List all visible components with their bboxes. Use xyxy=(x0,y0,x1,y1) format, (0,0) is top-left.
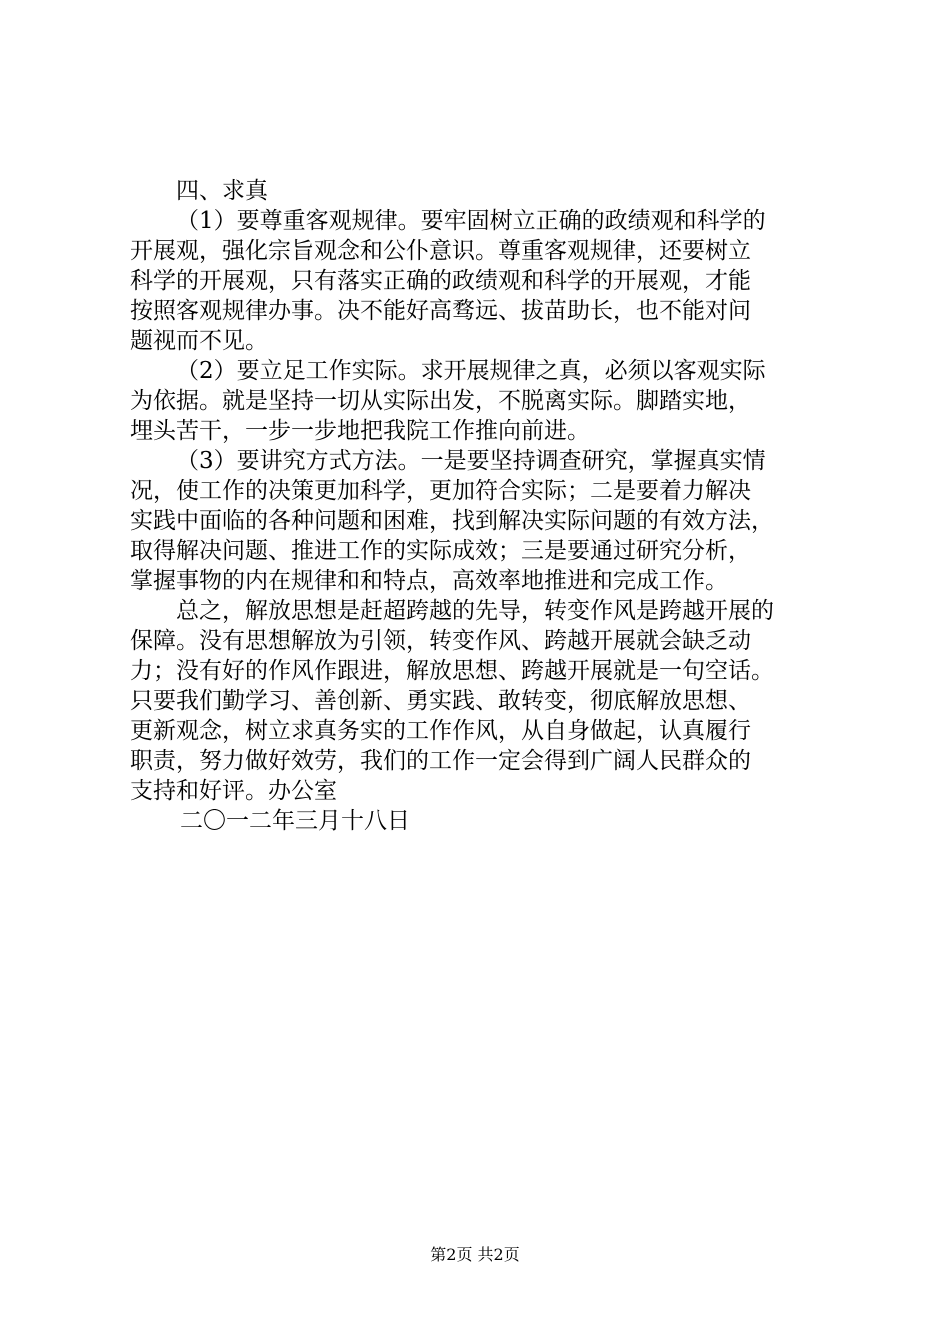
paragraph-line: 埋头苦干，一步一步地把我院工作推向前进。 xyxy=(130,418,590,444)
paragraph-3 xyxy=(130,446,850,596)
paragraph-line: （3）要讲究方式方法。一是要坚持调查研究，掌握真实情 xyxy=(176,448,766,474)
paragraph-line: 实践中面临的各种问题和困难，找到解决实际问题的有效方法， xyxy=(130,508,774,534)
paragraph-line: 更新观念，树立求真务实的工作作风，从自身做起，认真履行 xyxy=(130,718,751,744)
document-date: 二〇一二年三月十八日 xyxy=(180,808,410,834)
section-heading: 四、求真 xyxy=(176,178,268,204)
paragraph-line: 科学的开展观，只有落实正确的政绩观和科学的开展观，才能 xyxy=(130,268,751,294)
paragraph-line: 题视而不见。 xyxy=(130,328,268,354)
paragraph-line: 况，使工作的决策更加科学，更加符合实际；二是要着力解决 xyxy=(130,478,751,504)
paragraph-line: 开展观，强化宗旨观念和公仆意识。尊重客观规律，还要树立 xyxy=(130,238,751,264)
page-footer: 第2页 共2页 xyxy=(430,1245,520,1264)
paragraph-line: 取得解决问题、推进工作的实际成效；三是要通过研究分析， xyxy=(130,538,751,564)
paragraph-line: 支持和好评。办公室 xyxy=(130,778,337,804)
paragraph-line: （2）要立足工作实际。求开展规律之真，必须以客观实际 xyxy=(176,358,766,384)
paragraph-line: 只要我们勤学习、善创新、勇实践、敢转变，彻底解放思想、 xyxy=(130,688,751,714)
paragraph-4 xyxy=(130,596,850,806)
paragraph-line: 力；没有好的作风作跟进，解放思想、跨越开展就是一句空话。 xyxy=(130,658,774,684)
paragraph-line: 为依据。就是坚持一切从实际出发，不脱离实际。脚踏实地， xyxy=(130,388,751,414)
paragraph-line: 保障。没有思想解放为引领，转变作风、跨越开展就会缺乏动 xyxy=(130,628,751,654)
paragraph-line: 职责，努力做好效劳，我们的工作一定会得到广阔人民群众的 xyxy=(130,748,751,774)
paragraph-line: 掌握事物的内在规律和和特点，高效率地推进和完成工作。 xyxy=(130,568,728,594)
paragraph-1 xyxy=(130,206,850,356)
document-body xyxy=(130,176,850,836)
paragraph-2 xyxy=(130,356,850,446)
paragraph-line: 按照客观规律办事。决不能好高骛远、拔苗助长，也不能对问 xyxy=(130,298,751,324)
paragraph-line: 总之，解放思想是赶超跨越的先导，转变作风是跨越开展的 xyxy=(176,598,774,624)
paragraph-line: （1）要尊重客观规律。要牢固树立正确的政绩观和科学的 xyxy=(176,208,766,234)
